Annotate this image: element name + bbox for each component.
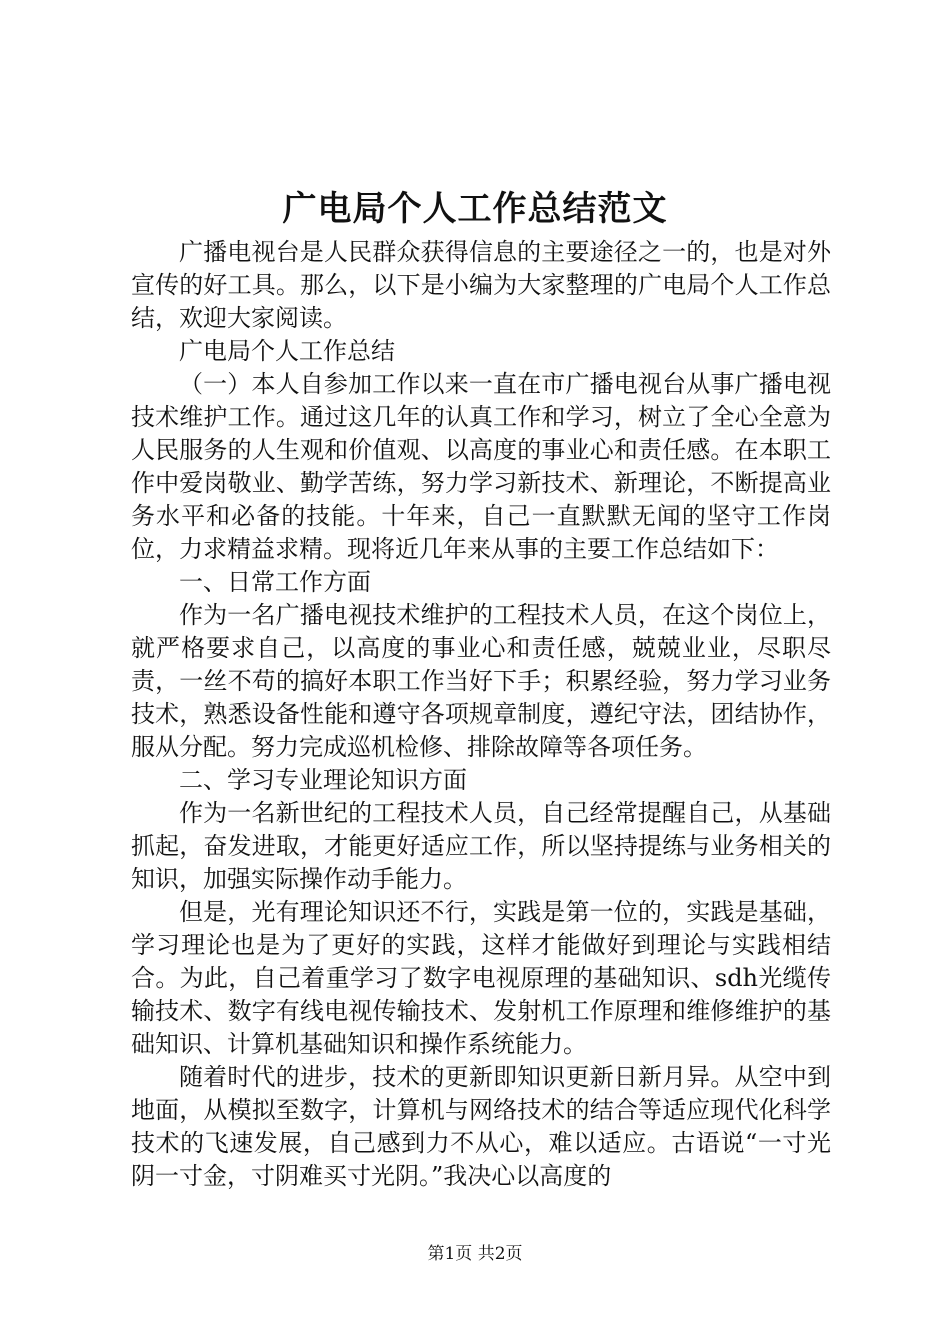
document-title: 广电局个人工作总结范文 [282,189,668,229]
paragraph-intro: 广播电视台是人民群众获得信息的主要途径之一的，也是对外宣传的好工具。那么，以下是小编为大家整理的广电局个人工作总结，欢迎大家阅读。 [131,238,831,332]
heading-daily-work: 一、日常工作方面 [179,568,371,596]
paragraph-practice: 但是，光有理论知识还不行，实践是第一位的，实践是基础，学习理论也是为了更好的实践，这样才能做好到理论与实践相结合。为此，自己着重学习了数字电视原理的基础知识、sdh光缆传输技术、数字有线电视传输技术、发射机工作原理和维修维护的基础知识、计算机基础知识和操作系统能力。 [131,898,831,1058]
page-footer: 第1页 共2页 [427,1244,523,1264]
paragraph-section-one: （一）本人自参加工作以来一直在市广播电视台从事广播电视技术维护工作。通过这几年的认真工作和学习，树立了全心全意为人民服务的人生观和价值观、以高度的事业心和责任感。在本职工作中爱岗敬业、勤学苦练，努力学习新技术、新理论，不断提高业务水平和必备的技能。十年来，自己一直默默无闻的坚守工作岗位，力求精益求精。现将近几年来从事的主要工作总结如下： [131,370,831,563]
paragraph-subtitle: 广电局个人工作总结 [179,337,395,365]
paragraph-study-theory: 作为一名新世纪的工程技术人员，自己经常提醒自己，从基础抓起，奋发进取，才能更好适应工作，所以坚持提练与业务相关的知识，加强实际操作动手能力。 [131,799,831,893]
paragraph-progress: 随着时代的进步，技术的更新即知识更新日新月异。从空中到地面，从模拟至数字，计算机与网络技术的结合等适应现代化科学技术的飞速发展，自己感到力不从心，难以适应。古语说“一寸光阴一寸金，寸阴难买寸光阴。”我决心以高度的 [131,1063,831,1190]
document-body [131,236,831,1193]
paragraph-daily-work: 作为一名广播电视技术维护的工程技术人员，在这个岗位上，就严格要求自己，以高度的事业心和责任感，兢兢业业，尽职尽责，一丝不苟的搞好本职工作当好下手；积累经验，努力学习业务技术，熟悉设备性能和遵守各项规章制度，遵纪守法，团结协作，服从分配。努力完成巡机检修、排除故障等各项任务。 [131,601,831,761]
heading-study-theory: 二、学习专业理论知识方面 [179,766,467,794]
